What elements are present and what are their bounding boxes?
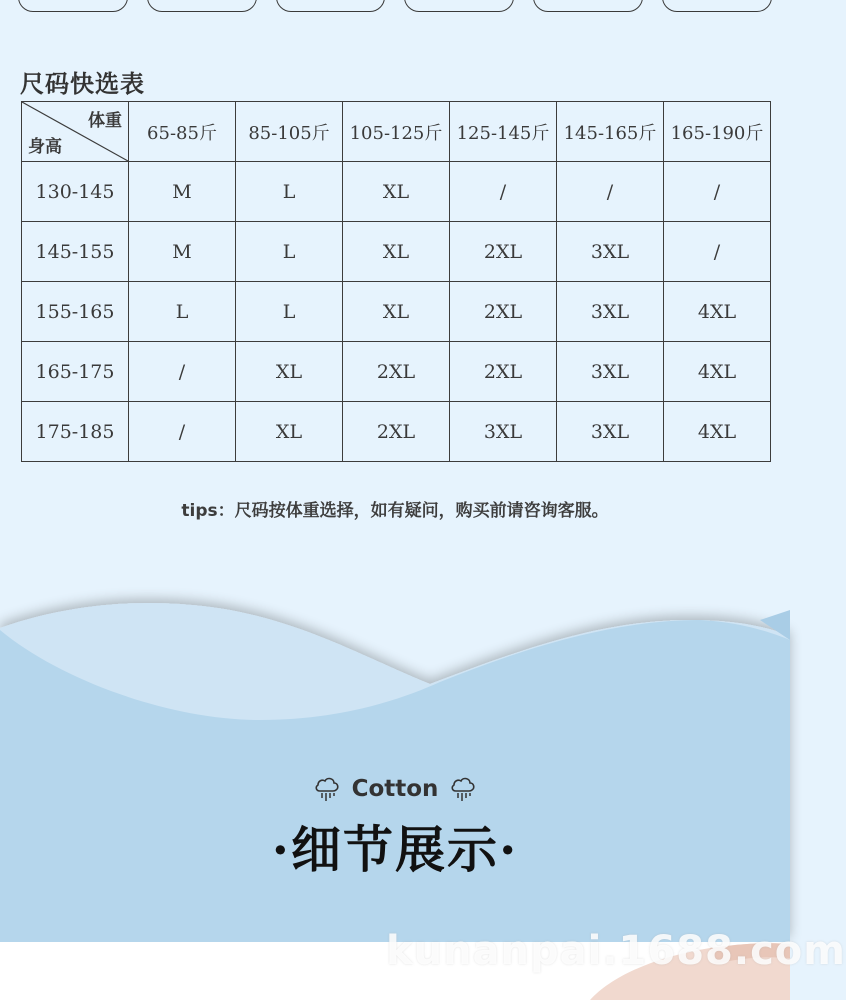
height-cell: 145-155 <box>22 222 129 282</box>
size-cell: L <box>236 222 343 282</box>
size-cell: / <box>664 162 771 222</box>
size-cell: 3XL <box>557 282 664 342</box>
cotton-label: Cotton <box>351 776 439 802</box>
height-cell: 130-145 <box>22 162 129 222</box>
top-tab[interactable] <box>662 0 772 12</box>
weight-header: 165-190斤 <box>664 102 771 162</box>
size-cell: / <box>450 162 557 222</box>
height-cell: 175-185 <box>22 402 129 462</box>
size-cell: L <box>236 162 343 222</box>
table-row <box>22 402 771 462</box>
top-tab-row <box>18 0 772 12</box>
size-cell: XL <box>236 342 343 402</box>
top-tab[interactable] <box>147 0 257 12</box>
size-cell: 3XL <box>557 342 664 402</box>
top-tab[interactable] <box>533 0 643 12</box>
size-cell: L <box>236 282 343 342</box>
detail-title: ·细节展示· <box>271 820 519 879</box>
size-cell: XL <box>343 162 450 222</box>
size-cell: 4XL <box>664 282 771 342</box>
size-cell: 4XL <box>664 342 771 402</box>
size-cell: / <box>664 222 771 282</box>
table-row <box>22 222 771 282</box>
cotton-row <box>0 774 790 804</box>
wave-background <box>0 580 790 942</box>
height-label: 身高 <box>28 137 62 157</box>
top-tab[interactable] <box>18 0 128 12</box>
section-title: 尺码快选表 <box>20 70 145 98</box>
size-cell: XL <box>343 222 450 282</box>
size-cell: 2XL <box>343 402 450 462</box>
size-cell: M <box>129 222 236 282</box>
weight-header: 85-105斤 <box>236 102 343 162</box>
size-cell: 2XL <box>343 342 450 402</box>
size-cell: 2XL <box>450 282 557 342</box>
size-cell: 3XL <box>557 222 664 282</box>
top-tab[interactable] <box>276 0 386 12</box>
size-cell: 4XL <box>664 402 771 462</box>
weight-header: 65-85斤 <box>129 102 236 162</box>
weight-label: 体重 <box>88 111 122 131</box>
size-cell: 3XL <box>557 402 664 462</box>
table-row <box>22 162 771 222</box>
cloud-rain-icon <box>448 774 478 804</box>
size-cell: M <box>129 162 236 222</box>
size-chart-table <box>21 101 771 462</box>
table-row <box>22 342 771 402</box>
weight-header: 125-145斤 <box>450 102 557 162</box>
size-cell: 3XL <box>450 402 557 462</box>
height-cell: 165-175 <box>22 342 129 402</box>
weight-header: 105-125斤 <box>343 102 450 162</box>
size-cell: 2XL <box>450 342 557 402</box>
size-cell: / <box>129 342 236 402</box>
size-cell: / <box>129 402 236 462</box>
table-row <box>22 282 771 342</box>
size-cell: 2XL <box>450 222 557 282</box>
height-cell: 155-165 <box>22 282 129 342</box>
tips-text: tips：尺码按体重选择，如有疑问，购买前请咨询客服。 <box>181 501 609 521</box>
size-cell: XL <box>343 282 450 342</box>
cloud-rain-icon <box>312 774 342 804</box>
table-header-row <box>22 102 771 162</box>
size-cell: / <box>557 162 664 222</box>
watermark: kunanpai.1688.com <box>386 928 846 974</box>
size-cell: L <box>129 282 236 342</box>
corner-cell <box>22 102 129 162</box>
weight-header: 145-165斤 <box>557 102 664 162</box>
top-tab[interactable] <box>404 0 514 12</box>
size-cell: XL <box>236 402 343 462</box>
